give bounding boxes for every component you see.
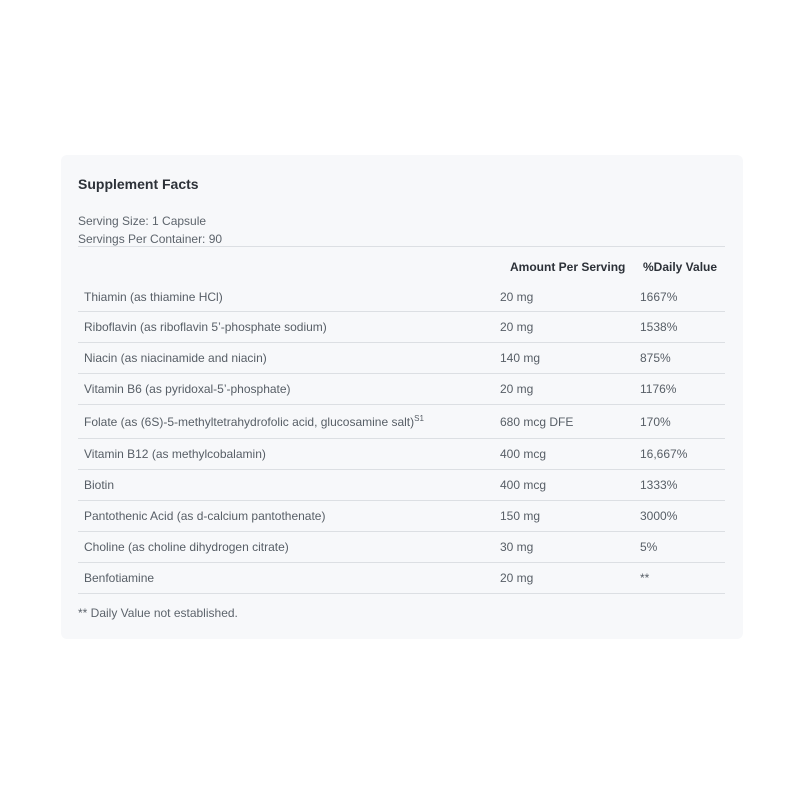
serving-info <box>78 212 222 248</box>
ingredient-name-cell <box>78 374 500 405</box>
column-header-amount: Amount Per Serving <box>510 260 626 274</box>
daily-value-cell: 16,667% <box>640 439 725 470</box>
amount-cell: 150 mg <box>500 501 640 532</box>
table-row <box>78 312 725 343</box>
amount-cell: 140 mg <box>500 343 640 374</box>
ingredient-name-cell <box>78 563 500 594</box>
table-body <box>78 282 725 594</box>
serving-size: Serving Size: 1 Capsule <box>78 214 207 228</box>
ingredient-name: Thiamin (as thiamine HCl) <box>84 289 223 304</box>
table-row <box>78 470 725 501</box>
daily-value-cell: 1176% <box>640 374 725 405</box>
supplement-facts-table <box>78 252 725 594</box>
panel-title: Supplement Facts <box>78 176 199 192</box>
supplement-facts-panel <box>61 155 743 639</box>
amount-cell: 400 mcg <box>500 439 640 470</box>
ingredient-name-cell <box>78 343 500 374</box>
footnote: ** Daily Value not established. <box>78 606 238 620</box>
ingredient-name: Vitamin B12 (as methylcobalamin) <box>84 447 266 461</box>
header-divider <box>78 246 725 247</box>
daily-value-cell: ** <box>640 563 725 594</box>
ingredient-name-cell <box>78 470 500 501</box>
ingredient-name-cell <box>78 532 500 563</box>
table-row <box>78 343 725 374</box>
daily-value-cell: 1333% <box>640 470 725 501</box>
ingredient-name: Riboflavin (as riboflavin 5’-phosphate sodium) <box>84 320 327 334</box>
servings-per-container: Servings Per Container: 90 <box>78 232 223 246</box>
column-header-daily-value: %Daily Value <box>643 260 718 274</box>
amount-cell: 680 mcg DFE <box>500 405 640 439</box>
table-row <box>78 532 725 563</box>
daily-value-cell: 875% <box>640 343 725 374</box>
table-row <box>78 405 725 439</box>
ingredient-name-cell <box>78 282 500 312</box>
ingredient-name: Folate (as (6S)-5-methyltetrahydrofolic acid, glucosamine salt) <box>84 415 415 429</box>
table-row <box>78 282 725 312</box>
daily-value-cell: 3000% <box>640 501 725 532</box>
ingredient-name: Benfotiamine <box>84 571 155 585</box>
table-header-row <box>78 252 725 282</box>
ingredient-name: Biotin <box>84 478 115 492</box>
ingredient-name-cell <box>78 405 500 439</box>
ingredient-name: Choline (as choline dihydrogen citrate) <box>84 540 289 554</box>
column-header-ingredient <box>78 252 500 282</box>
ingredient-name-cell <box>78 439 500 470</box>
daily-value-cell: 1667% <box>640 282 725 312</box>
table-row <box>78 563 725 594</box>
ingredient-name-cell <box>78 312 500 343</box>
table-row <box>78 439 725 470</box>
amount-cell: 20 mg <box>500 282 640 312</box>
amount-cell: 30 mg <box>500 532 640 563</box>
ingredient-name: Vitamin B6 (as pyridoxal-5’-phosphate) <box>84 382 291 396</box>
amount-cell: 20 mg <box>500 312 640 343</box>
daily-value-cell: 170% <box>640 405 725 439</box>
daily-value-cell: 5% <box>640 532 725 563</box>
daily-value-cell: 1538% <box>640 312 725 343</box>
amount-cell: 20 mg <box>500 374 640 405</box>
table-row <box>78 501 725 532</box>
ingredient-footnote-marker: S1 <box>414 414 424 423</box>
ingredient-name: Pantothenic Acid (as d-calcium pantothenate) <box>84 509 326 523</box>
ingredient-name: Niacin (as niacinamide and niacin) <box>84 351 267 365</box>
amount-cell: 20 mg <box>500 563 640 594</box>
table-row <box>78 374 725 405</box>
amount-cell: 400 mcg <box>500 470 640 501</box>
ingredient-name-cell <box>78 501 500 532</box>
